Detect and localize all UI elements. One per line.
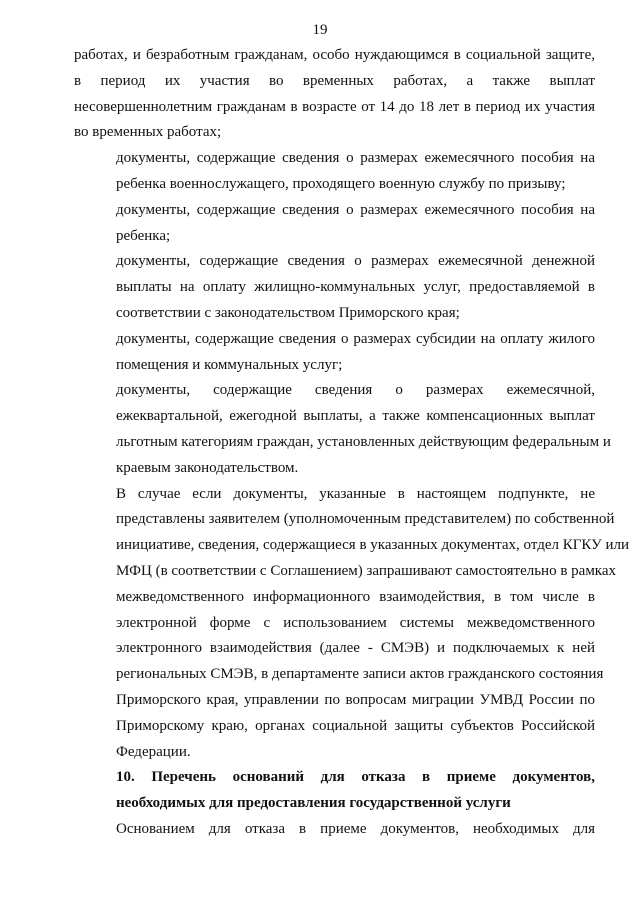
text-line: В случае если документы, указанные в настоящем подпункте, не [116,485,595,502]
text-line: в период их участия во временных работах, а также выплат [74,72,595,89]
paragraph-housing-subsidy [74,327,595,379]
text-line: выплаты на оплату жилищно-коммунальных услуг, предоставляемой в [116,279,595,296]
text-line: работах, и безработным гражданам, особо нуждающимся в социальной защите, [74,47,595,63]
text-line: ребенка военнослужащего, проходящего военную службу по призыву; [116,175,566,192]
paragraph-child-allowance [74,198,595,250]
text-line: электронного взаимодействия (далее - СМЭВ) и подключаемых к ней [116,640,595,657]
text-line: соответствии с законодательством Приморского края; [116,304,460,321]
paragraph-military-child-allowance [74,146,595,198]
paragraph-compensation-payments [74,378,611,481]
text-line: МФЦ (в соответствии с Соглашением) запрашивают самостоятельно в рамках [116,562,617,579]
text-line: документы, содержащие сведения о размерах ежемесячной, [116,382,595,399]
text-line: документы, содержащие сведения о размерах ежемесячного пособия на [116,150,595,167]
heading-line: необходимых для предоставления государственной услуги [116,795,511,812]
paragraph-interagency-request [74,482,630,766]
text-line: документы, содержащие сведения о размерах ежемесячной денежной [116,253,595,270]
text-line: инициативе, сведения, содержащиеся в указанных документах, отдел КГКУ или [116,537,630,554]
text-line: документы, содержащие сведения о размерах ежемесячного пособия на [116,201,595,218]
section-heading-10 [74,765,595,817]
paragraph-refusal-grounds [74,817,595,843]
text-line: Федерации. [116,743,191,760]
text-line: ежеквартальной, ежегодной выплаты, а также компенсационных выплат [116,408,595,425]
paragraph-utility-payment [74,249,595,326]
text-line: Основанием для отказа в приеме документов, необходимых для [116,820,595,837]
text-line: представлены заявителем (уполномоченным представителем) по собственной [116,511,615,528]
text-line: Приморскому краю, органах социальной защиты субъектов Российской [116,717,595,734]
paragraph-employment-payments [74,43,595,146]
text-line: во временных работах; [74,124,222,141]
text-line: льготным категориям граждан, установленных действующим федеральным и [116,433,611,450]
page-number: 19 [312,22,328,38]
text-line: ребенка; [116,227,171,244]
text-line: региональных СМЭВ, в департаменте записи актов гражданского состояния [116,666,604,683]
text-line: межведомственного информационного взаимодействия, в том числе в [116,588,595,605]
text-line: помещения и коммунальных услуг; [116,356,343,373]
text-line: несовершеннолетним гражданам в возрасте от 14 до 18 лет в период их участия [74,98,595,115]
text-line: краевым законодательством. [116,459,299,476]
text-line: документы, содержащие сведения о размерах субсидии на оплату жилого [116,330,595,347]
document-body [74,43,630,843]
text-line: Приморского края, управлении по вопросам миграции УМВД России по [116,691,595,708]
text-line: электронной форме с использованием системы межведомственного [116,614,595,631]
heading-line: 10. Перечень оснований для отказа в приеме документов, [116,769,595,786]
